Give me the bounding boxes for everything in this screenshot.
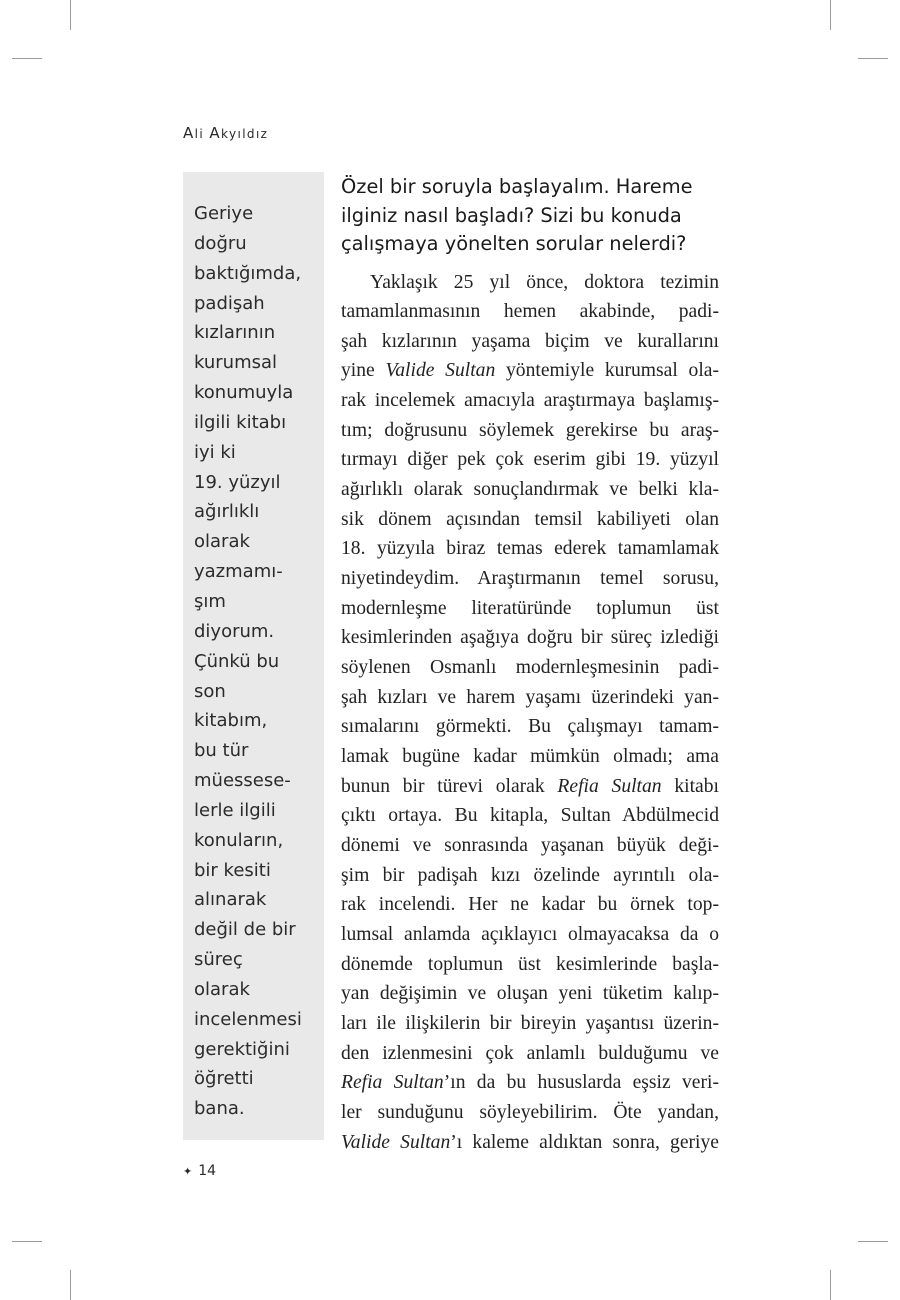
- body-line: lamak bugüne kadar mümkün olmadı; ama: [341, 746, 719, 767]
- body-line: Valide Sultan’ı kaleme aldıktan sonra, geriye: [341, 1131, 719, 1153]
- pull-quote-line: bana.: [194, 1098, 245, 1120]
- crop-mark: [70, 1270, 71, 1300]
- body-line: lumsal anlamda açıklayıcı olmayacaksa da o: [341, 923, 719, 945]
- body-line: modernleşme literatüründe toplumun üst: [341, 597, 719, 619]
- pull-quote-line: lerle ilgili: [194, 799, 276, 821]
- pull-quote-line: 19. yüzyıl: [194, 471, 281, 493]
- pull-quote-line: yazmamı-: [194, 561, 283, 583]
- pull-quote-line: olarak: [194, 978, 250, 1000]
- body-line: tım; doğrusunu söylemek gerekirse bu araş-: [341, 419, 719, 441]
- body-text: [341, 268, 719, 1158]
- pull-quote-line: incelenmesi: [194, 1008, 302, 1030]
- body-line: sımalarını görmekti. Bu çalışmayı tamam-: [341, 716, 719, 738]
- body-line: yan değişimin ve oluşan yeni tüketim kalıp-: [341, 983, 719, 1005]
- main-column: [341, 172, 719, 1157]
- pull-quote-line: bu tür: [194, 740, 249, 762]
- italic-title: Valide Sultan: [341, 1131, 451, 1153]
- running-head: Ali Akyıldız: [183, 124, 269, 142]
- pull-quote-line: konuların,: [194, 829, 284, 851]
- italic-title: Refia Sultan: [341, 1072, 444, 1094]
- pull-quote-line: kitabım,: [194, 710, 268, 732]
- body-line: ağırlıklı olarak sonuçlandırmak ve belki kla-: [341, 479, 719, 501]
- italic-title: Valide Sultan: [385, 360, 496, 382]
- body-line: şim bir padişah kızı özelinde ayrıntılı ola-: [341, 864, 719, 886]
- body-line: kesimlerinden aşağıya doğru bir süreç izlediği: [341, 627, 719, 649]
- body-line: tamamlanmasının hemen akabinde, padi-: [341, 301, 719, 323]
- pull-quote-line: diyorum.: [194, 620, 275, 642]
- pull-quote-line: olarak: [194, 531, 250, 553]
- pull-quote-line: Geriye: [194, 203, 254, 224]
- pull-quote-line: doğru: [194, 232, 247, 254]
- body-line: 18. yüzyıla biraz temas ederek tamamlamak: [341, 538, 719, 560]
- body-line: rak incelemek amacıyla araştırmaya başlamış-: [341, 390, 719, 412]
- pull-quote-line: konumuyla: [194, 382, 294, 404]
- pull-quote-line: ağırlıklı: [194, 501, 260, 523]
- body-line: Yaklaşık 25 yıl önce, doktora tezimin: [370, 271, 719, 293]
- heading-line: çalışmaya yönelten sorular nelerdi?: [341, 232, 687, 255]
- crop-mark: [12, 58, 42, 59]
- pull-quote-line: padişah: [194, 292, 265, 314]
- body-line: Refia Sultan’ın da bu hususlarda eşsiz veri-: [341, 1072, 719, 1094]
- crop-mark: [858, 58, 888, 59]
- body-line: çıktı ortaya. Bu kitapla, Sultan Abdülmecid: [341, 805, 719, 827]
- body-line: niyetindeydim. Araştırmanın temel sorusu,: [341, 568, 719, 590]
- body-line: rak incelendi. Her ne kadar bu örnek top-: [341, 894, 719, 916]
- heading-line: Özel bir soruyla başlayalım. Hareme: [341, 175, 693, 198]
- pull-quote-line: alınarak: [194, 889, 267, 911]
- crop-mark: [12, 1241, 42, 1242]
- page-number: ✦ 14: [183, 1163, 217, 1179]
- crop-mark: [830, 1270, 831, 1300]
- pull-quote-line: gerektiğini: [194, 1038, 290, 1060]
- crop-mark: [70, 0, 71, 30]
- body-line: dönemde toplumun üst kesimlerinde başla-: [341, 953, 719, 975]
- ornament-icon: ✦: [183, 1165, 193, 1178]
- body-line: şah kızları ve harem yaşamı üzerindeki yan-: [341, 686, 719, 708]
- italic-title: Refia Sultan: [557, 775, 662, 797]
- pull-quote-line: kurumsal: [194, 352, 278, 374]
- pull-quote-box: [183, 172, 324, 1140]
- heading-line: ilginiz nasıl başladı? Sizi bu konuda: [341, 203, 682, 227]
- pull-quote-line: şım: [194, 590, 226, 612]
- question-heading: [341, 172, 719, 259]
- body-line: şah kızlarının yaşama biçim ve kurallarını: [341, 330, 719, 352]
- body-line: dönemi ve sonrasında yaşanan büyük deği-: [341, 834, 719, 856]
- pull-quote-line: iyi ki: [194, 441, 236, 463]
- pull-quote-line: kızlarının: [194, 322, 276, 344]
- pull-quote-line: baktığımda,: [194, 262, 302, 284]
- body-line: tırmayı diğer pek çok eserim gibi 19. yüzyıl: [341, 449, 719, 471]
- crop-mark: [858, 1241, 888, 1242]
- pull-quote-line: Çünkü bu: [194, 650, 280, 672]
- body-line: söylenen Osmanlı modernleşmesinin padi-: [341, 657, 719, 679]
- pull-quote-line: değil de bir: [194, 919, 296, 941]
- body-line: sik dönem açısından temsil kabiliyeti olan: [341, 508, 719, 530]
- body-line: bunun bir türevi olarak Refia Sultan kitabı: [341, 775, 719, 797]
- crop-mark: [830, 0, 831, 30]
- pull-quote-line: ilgili kitabı: [194, 411, 287, 433]
- body-line: den izlenmesini çok anlamlı bulduğumu ve: [341, 1042, 719, 1064]
- pull-quote-line: öğretti: [194, 1068, 254, 1090]
- body-line: ler sunduğunu söyleyebilirim. Öte yandan,: [341, 1101, 719, 1123]
- pull-quote-line: müessese-: [194, 770, 291, 792]
- pull-quote-line: son: [194, 680, 226, 702]
- body-line: ları ile ilişkilerin bir bireyin yaşantısı üzerin-: [341, 1012, 719, 1034]
- pull-quote-line: bir kesiti: [194, 859, 271, 881]
- pull-quote-line: süreç: [194, 949, 243, 971]
- body-line: yine Valide Sultan yöntemiyle kurumsal ola-: [341, 360, 720, 382]
